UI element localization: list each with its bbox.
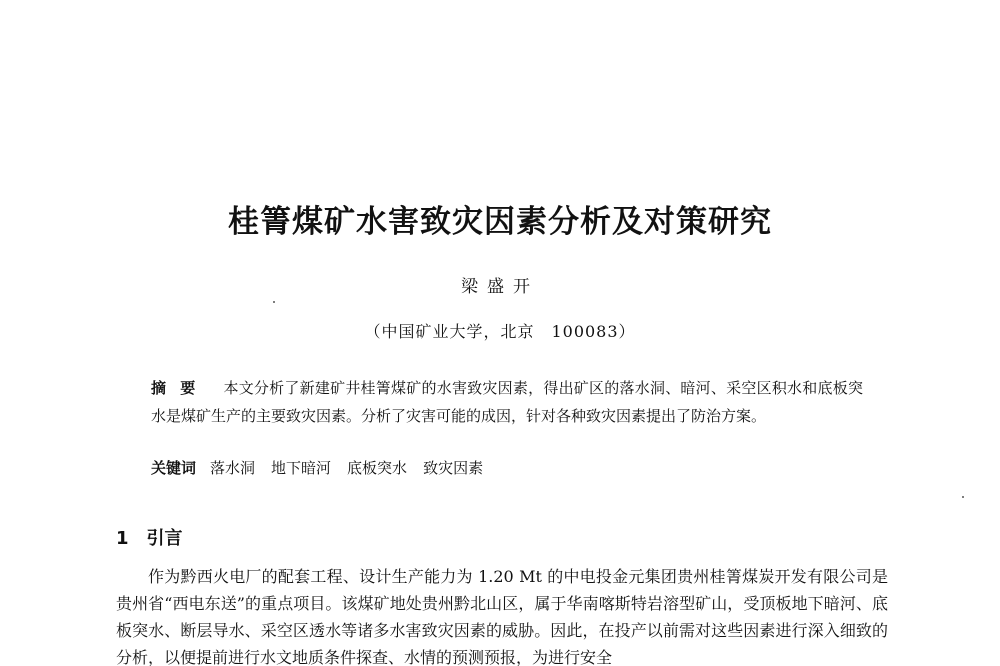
scan-speck [962,496,964,498]
paper-title: 桂箐煤矿水害致灾因素分析及对策研究 [228,204,772,240]
section-number: 1 [116,528,129,549]
abstract-text: 本文分析了新建矿井桂箐煤矿的水害致灾因素，得出矿区的落水洞、暗河、采空区积水和底板突水是煤矿生产的主要致灾因素。分析了灾害可能的成因，针对各种致灾因素提出了防治方案。 [151,379,863,425]
section-title: 引言 [146,528,183,549]
keyword-item: 底板突水 [347,459,408,477]
author-affiliation: （中国矿业大学，北京 100083） [364,322,636,341]
scan-speck [273,301,275,303]
author-name: 梁盛开 [461,277,539,297]
section-heading [116,524,183,550]
body-paragraph: 作为黔西火电厂的配套工程、设计生产能力为 1.20 Mt 的中电投金元集团贵州桂箐煤炭开发有限公司是贵州省“西电东送”的重点项目。该煤矿地处贵州黔北山区，属于华南喀斯特岩溶型矿山，受顶板地下暗河、底板突水、断层导水、采空区透水等诸多水害致灾因素的威胁。因此，在投产以前需对这些因素进行深入细致的分析，以便提前进行水文地质条件探查、水情的预测预报，为进行安全 [116,567,888,666]
keywords-label: 关键词 [151,459,197,477]
abstract-label: 摘要 [151,379,210,397]
abstract [151,374,863,430]
keywords [151,454,863,482]
keyword-item: 致灾因素 [423,459,484,477]
keyword-item: 落水洞 [210,459,256,477]
keyword-item: 地下暗河 [271,459,332,477]
